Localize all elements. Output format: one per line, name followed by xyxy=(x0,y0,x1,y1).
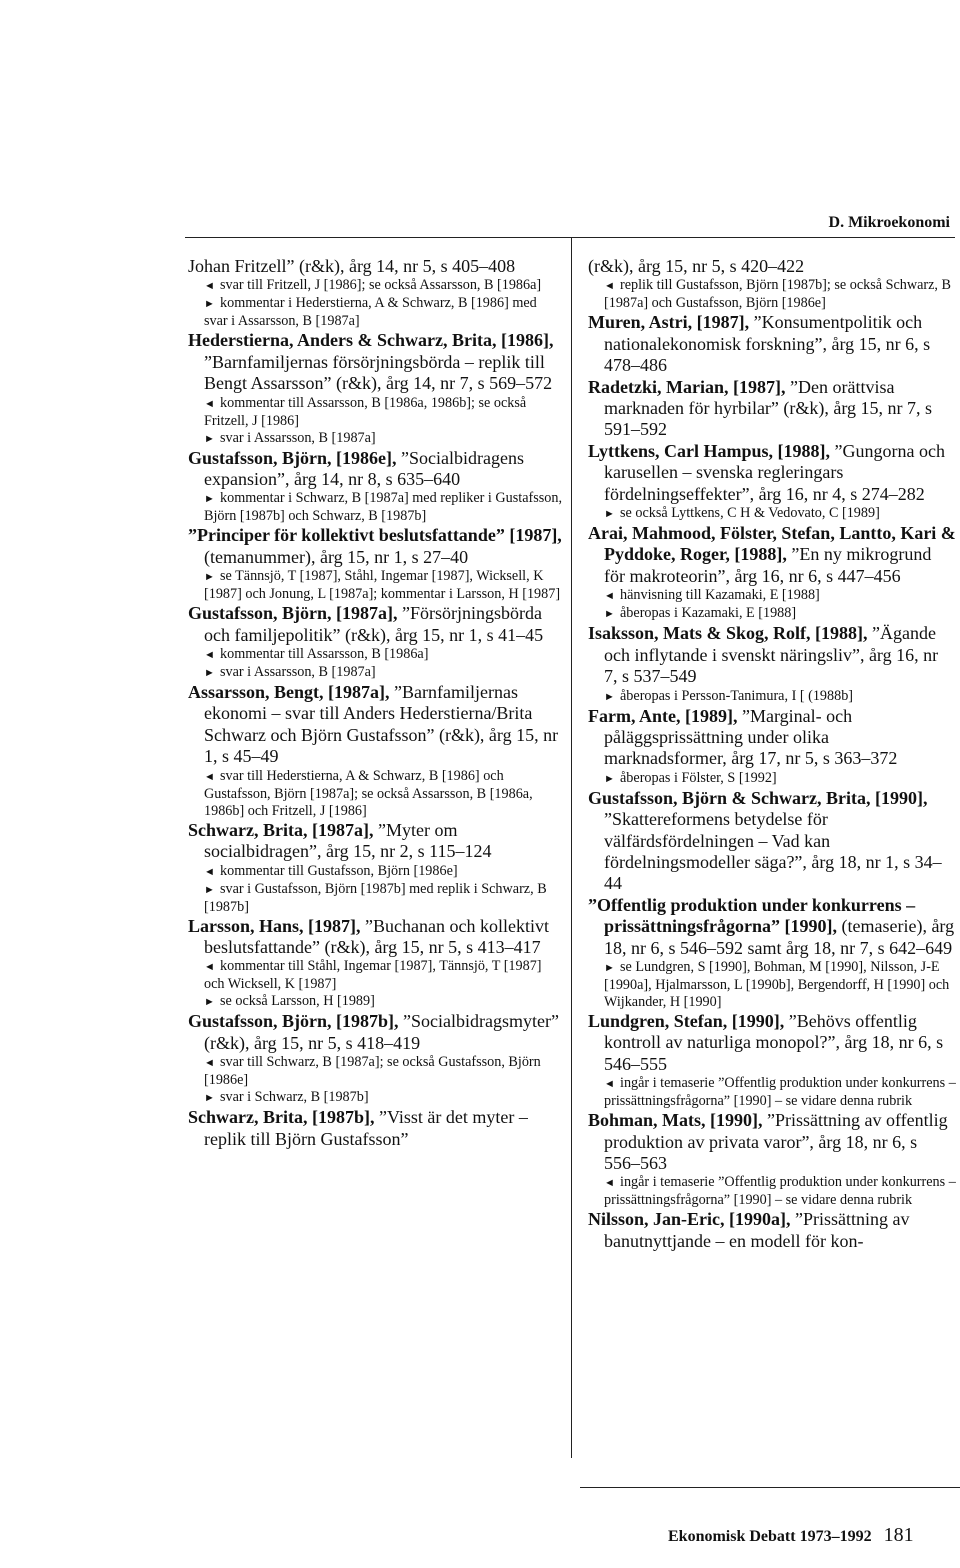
entry-title: ”Behövs offentlig kontroll av naturliga monopol?”, årg 18, nr 6, s 546–555 xyxy=(604,1010,944,1074)
cross-reference-text: se också Lyttkens, C H & Vedovato, C [1989] xyxy=(620,505,880,522)
cross-reference xyxy=(188,664,563,682)
page-footer xyxy=(668,1524,914,1547)
cross-reference xyxy=(588,770,956,788)
footer-rule xyxy=(580,1487,960,1488)
bibliography-entry xyxy=(588,377,956,441)
cross-reference-text: kommentar till Gustafsson, Björn [1986e] xyxy=(220,862,458,879)
cross-reference-text: svar i Schwarz, B [1987b] xyxy=(220,1089,369,1106)
cross-reference-text: åberopas i Fölster, S [1992] xyxy=(620,769,777,786)
triangle-left-icon: ◄ xyxy=(204,1057,215,1070)
cross-reference-text: kommentar i Hederstierna, A & Schwarz, B [1986] med svar i Assarsson, B [1987a] xyxy=(204,295,537,330)
cross-reference-text: kommentar till Assarsson, B [1986a, 1986b]; se också Fritzell, J [1986] xyxy=(204,394,527,429)
entry-title: (temaserie), årg 18, nr 6, s 546–592 samt årg 18, nr 7, s 642–649 xyxy=(604,916,955,958)
cross-reference xyxy=(188,863,563,881)
bibliography-entry xyxy=(188,1107,563,1150)
bibliography-entry xyxy=(188,256,563,277)
triangle-right-icon: ► xyxy=(604,690,615,703)
entry-title: ”Den orättvisa marknaden för hyrbilar” (r&k), årg 15, nr 7, s 591–592 xyxy=(604,376,933,440)
triangle-right-icon: ► xyxy=(204,883,215,896)
entry-author-year: Farm, Ante, [1989], xyxy=(588,705,738,726)
triangle-left-icon: ◄ xyxy=(204,397,215,410)
entry-author-year: Schwarz, Brita, [1987a], xyxy=(188,819,374,840)
bibliography-entry xyxy=(588,523,956,587)
cross-reference-text: ingår i temaserie ”Offentlig produktion under konkurrens – prissättningsfrågorna” [1990] – se vidare denna rubrik xyxy=(604,1174,956,1209)
bibliography-entry xyxy=(588,1011,956,1075)
entry-title: ”Visst är det myter – replik till Björn Gustafsson” xyxy=(204,1107,528,1149)
cross-reference xyxy=(188,277,563,295)
entry-author-year: Bohman, Mats, [1990], xyxy=(588,1110,763,1131)
entry-title: ”Barnfamiljernas försörjningsbörda – replik till Bengt Assarsson” (r&k), årg 14, nr 7, s 569–572 xyxy=(204,351,553,394)
cross-reference-text: kommentar i Schwarz, B [1987a] med repliker i Gustafsson, Björn [1987b] och Schwarz, B [1987b] xyxy=(204,490,562,525)
cross-reference-text: ingår i temaserie ”Offentlig produktion under konkurrens – prissättningsfrågorna” [1990] – se vidare denna rubrik xyxy=(604,1075,956,1110)
entry-author-year: ”Principer för kollektivt beslutsfattande” [1987], xyxy=(188,525,562,546)
section-heading: D. Mikroekonomi xyxy=(828,214,950,231)
triangle-left-icon: ◄ xyxy=(204,649,215,662)
cross-reference xyxy=(588,959,956,1011)
entry-author-year: Lundgren, Stefan, [1990], xyxy=(588,1010,785,1031)
triangle-right-icon: ► xyxy=(604,961,615,974)
bibliography-entry xyxy=(588,895,956,959)
entry-title: ”Prissättning av banutnyttjande – en modell för kon- xyxy=(604,1209,910,1251)
cross-reference-text: svar till Hederstierna, A & Schwarz, B [1986] och Gustafsson, Björn [1987a]; se också Assarsson, B [1986a, 1986b] och Fritzell, J [1986] xyxy=(204,767,533,819)
triangle-left-icon: ◄ xyxy=(204,865,215,878)
entry-title: ”Socialbidragsmyter” (r&k), årg 15, nr 5, s 418–419 xyxy=(204,1011,559,1053)
cross-reference-text: åberopas i Persson-Tanimura, I [ (1988b] xyxy=(620,687,854,704)
triangle-right-icon: ► xyxy=(604,608,615,621)
bibliography-entry xyxy=(188,1011,563,1054)
cross-reference xyxy=(188,395,563,430)
entry-title: ”Skattereformens betydelse för välfärdsfördelningen – Vad kan fördelningsmodeller säga?”, årg 18, nr 1, s 34–44 xyxy=(604,809,942,894)
entry-author-year: Larsson, Hans, [1987], xyxy=(188,915,361,936)
triangle-left-icon: ◄ xyxy=(204,961,215,974)
bibliography-entry xyxy=(588,706,956,770)
cross-reference-text: se Lundgren, S [1990], Bohman, M [1990], Nilsson, J-E [1990a], Hjalmarsson, L [1990b], Bergendorff, H [1990] och Wijkander, H [1990] xyxy=(604,958,950,1010)
cross-reference xyxy=(588,587,956,605)
cross-reference-text: svar i Gustafsson, Björn [1987b] med replik i Schwarz, B [1987b] xyxy=(204,880,547,915)
cross-reference-text: svar i Assarsson, B [1987a] xyxy=(220,429,376,446)
triangle-right-icon: ► xyxy=(204,996,215,1009)
entry-author-year: Radetzki, Marian, [1987], xyxy=(588,376,786,397)
entry-title: ”Prissättning av offentlig produktion av privata varor”, årg 18, nr 6, s 556–563 xyxy=(604,1110,948,1173)
triangle-right-icon: ► xyxy=(204,298,215,311)
cross-reference xyxy=(588,1174,956,1209)
cross-reference xyxy=(588,505,956,523)
triangle-left-icon: ◄ xyxy=(204,770,215,783)
bibliography-entry xyxy=(588,256,956,277)
top-rule xyxy=(185,237,955,238)
entry-title: ”En ny mikrogrund för makroteorin”, årg 16, nr 6, s 447–456 xyxy=(604,544,932,586)
triangle-right-icon: ► xyxy=(204,1092,215,1105)
entry-author-year: Gustafsson, Björn, [1986e], xyxy=(188,447,397,468)
bibliography-entry xyxy=(588,623,956,687)
entry-author-year: Gustafsson, Björn, [1987a], xyxy=(188,603,398,624)
column-divider xyxy=(571,238,572,1458)
triangle-right-icon: ► xyxy=(204,571,215,584)
entry-title: Johan Fritzell” (r&k), årg 14, nr 5, s 405–408 xyxy=(188,256,516,276)
entry-title: ”Myter om socialbidragen”, årg 15, nr 2, s 115–124 xyxy=(204,819,492,862)
entry-author-year: Lyttkens, Carl Hampus, [1988], xyxy=(588,440,831,461)
entry-title: (temanummer), årg 15, nr 1, s 27–40 xyxy=(204,546,469,567)
entry-author-year: Schwarz, Brita, [1987b], xyxy=(188,1107,375,1128)
entry-author-year: Isaksson, Mats & Skog, Rolf, [1988], xyxy=(588,623,868,644)
cross-reference-text: svar i Assarsson, B [1987a] xyxy=(220,664,376,681)
bibliography-entry xyxy=(188,330,563,394)
entry-title: ”Försörjningsbörda och familjepolitik” (r&k), årg 15, nr 1, s 41–45 xyxy=(204,603,544,645)
cross-reference xyxy=(188,881,563,916)
cross-reference-text: svar till Schwarz, B [1987a]; se också Gustafsson, Björn [1986e] xyxy=(204,1054,541,1089)
entry-author-year: Arai, Mahmood, Fölster, Stefan, Lantto, Kari & Pyddoke, Roger, [1988], xyxy=(588,523,956,565)
cross-reference xyxy=(588,1075,956,1110)
entry-title: ”Gungorna och karusellen – svenska regleringars fördelningseffekter”, årg 16, nr 4, s 274–282 xyxy=(604,440,945,504)
cross-reference-text: hänvisning till Kazamaki, E [1988] xyxy=(620,587,820,604)
entry-title: ”Buchanan och kollektivt beslutsfattande” (r&k), årg 15, nr 5, s 413–417 xyxy=(204,915,549,957)
bibliography-entry xyxy=(188,448,563,491)
entry-title: ”Ägande och inflytande i svenskt näringsliv”, årg 16, nr 7, s 537–549 xyxy=(604,623,939,687)
cross-reference xyxy=(188,430,563,448)
cross-reference xyxy=(188,295,563,330)
cross-reference xyxy=(588,277,956,312)
cross-reference-text: replik till Gustafsson, Björn [1987b]; se också Schwarz, B [1987a] och Gustafsson, Björn [1986e] xyxy=(604,277,951,312)
bibliography-entry xyxy=(188,916,563,959)
triangle-right-icon: ► xyxy=(204,432,215,445)
triangle-right-icon: ► xyxy=(204,493,215,506)
entry-title: ”Socialbidragens expansion”, årg 14, nr 8, s 635–640 xyxy=(204,447,524,490)
cross-reference-text: se Tännsjö, T [1987], Ståhl, Ingemar [1987], Wicksell, K [1987] och Jonung, L [1987a]; kommentar i Larsson, H [1987] xyxy=(204,568,561,603)
cross-reference xyxy=(588,688,956,706)
cross-reference-text: åberopas i Kazamaki, E [1988] xyxy=(620,605,797,622)
cross-reference xyxy=(588,605,956,623)
bibliography-entry xyxy=(188,525,563,568)
bibliography-entry xyxy=(588,1110,956,1174)
bibliography-entry xyxy=(188,603,563,646)
triangle-left-icon: ◄ xyxy=(604,280,615,293)
bibliography-entry xyxy=(188,820,563,863)
cross-reference xyxy=(188,993,563,1011)
triangle-left-icon: ◄ xyxy=(604,590,615,603)
cross-reference xyxy=(188,646,563,664)
entry-author-year: Gustafsson, Björn & Schwarz, Brita, [1990], xyxy=(588,787,928,808)
bibliography-entry xyxy=(188,682,563,768)
cross-reference xyxy=(188,1089,563,1107)
entry-author-year: ”Offentlig produktion under konkurrens – prissättningsfrågorna” [1990], xyxy=(588,894,916,937)
cross-reference xyxy=(188,1054,563,1089)
cross-reference xyxy=(188,490,563,525)
bibliography-entry xyxy=(588,312,956,376)
right-column xyxy=(588,256,956,1252)
triangle-right-icon: ► xyxy=(204,667,215,680)
entry-author-year: Muren, Astri, [1987], xyxy=(588,312,750,333)
cross-reference xyxy=(188,958,563,993)
entry-title: ”Marginal- och påläggsprissättning under olika marknadsformer, årg 17, nr 5, s 363–372 xyxy=(604,705,898,769)
cross-reference-text: se också Larsson, H [1989] xyxy=(220,993,375,1010)
bibliography-entry xyxy=(588,788,956,895)
entry-author-year: Assarsson, Bengt, [1987a], xyxy=(188,682,390,703)
entry-author-year: Nilsson, Jan-Eric, [1990a], xyxy=(588,1209,791,1230)
bibliography-entry xyxy=(588,441,956,505)
triangle-left-icon: ◄ xyxy=(604,1078,615,1091)
journal-name: Ekonomisk Debatt 1973–1992 xyxy=(668,1528,872,1545)
left-column xyxy=(188,256,563,1150)
entry-title: (r&k), årg 15, nr 5, s 420–422 xyxy=(588,256,805,276)
triangle-right-icon: ► xyxy=(604,772,615,785)
cross-reference xyxy=(188,568,563,603)
triangle-left-icon: ◄ xyxy=(204,280,215,293)
triangle-left-icon: ◄ xyxy=(604,1177,615,1190)
entry-title: ”Konsumentpolitik och nationalekonomisk forskning”, årg 15, nr 6, s 478–486 xyxy=(604,312,931,376)
cross-reference-text: kommentar till Ståhl, Ingemar [1987], Tännsjö, T [1987] och Wicksell, K [1987] xyxy=(204,958,542,993)
cross-reference-text: svar till Fritzell, J [1986]; se också Assarsson, B [1986a] xyxy=(220,277,542,294)
bibliography-entry xyxy=(588,1209,956,1252)
entry-author-year: Hederstierna, Anders & Schwarz, Brita, [1986], xyxy=(188,330,554,351)
cross-reference-text: kommentar till Assarsson, B [1986a] xyxy=(220,646,429,663)
triangle-right-icon: ► xyxy=(604,508,615,521)
page-number: 181 xyxy=(883,1524,914,1546)
cross-reference xyxy=(188,768,563,820)
entry-title: ”Barnfamiljernas ekonomi – svar till Anders Hederstierna/Brita Schwarz och Björn Gustafsson” (r&k), årg 15, nr 1, s 45–49 xyxy=(204,682,559,767)
entry-author-year: Gustafsson, Björn, [1987b], xyxy=(188,1011,399,1032)
